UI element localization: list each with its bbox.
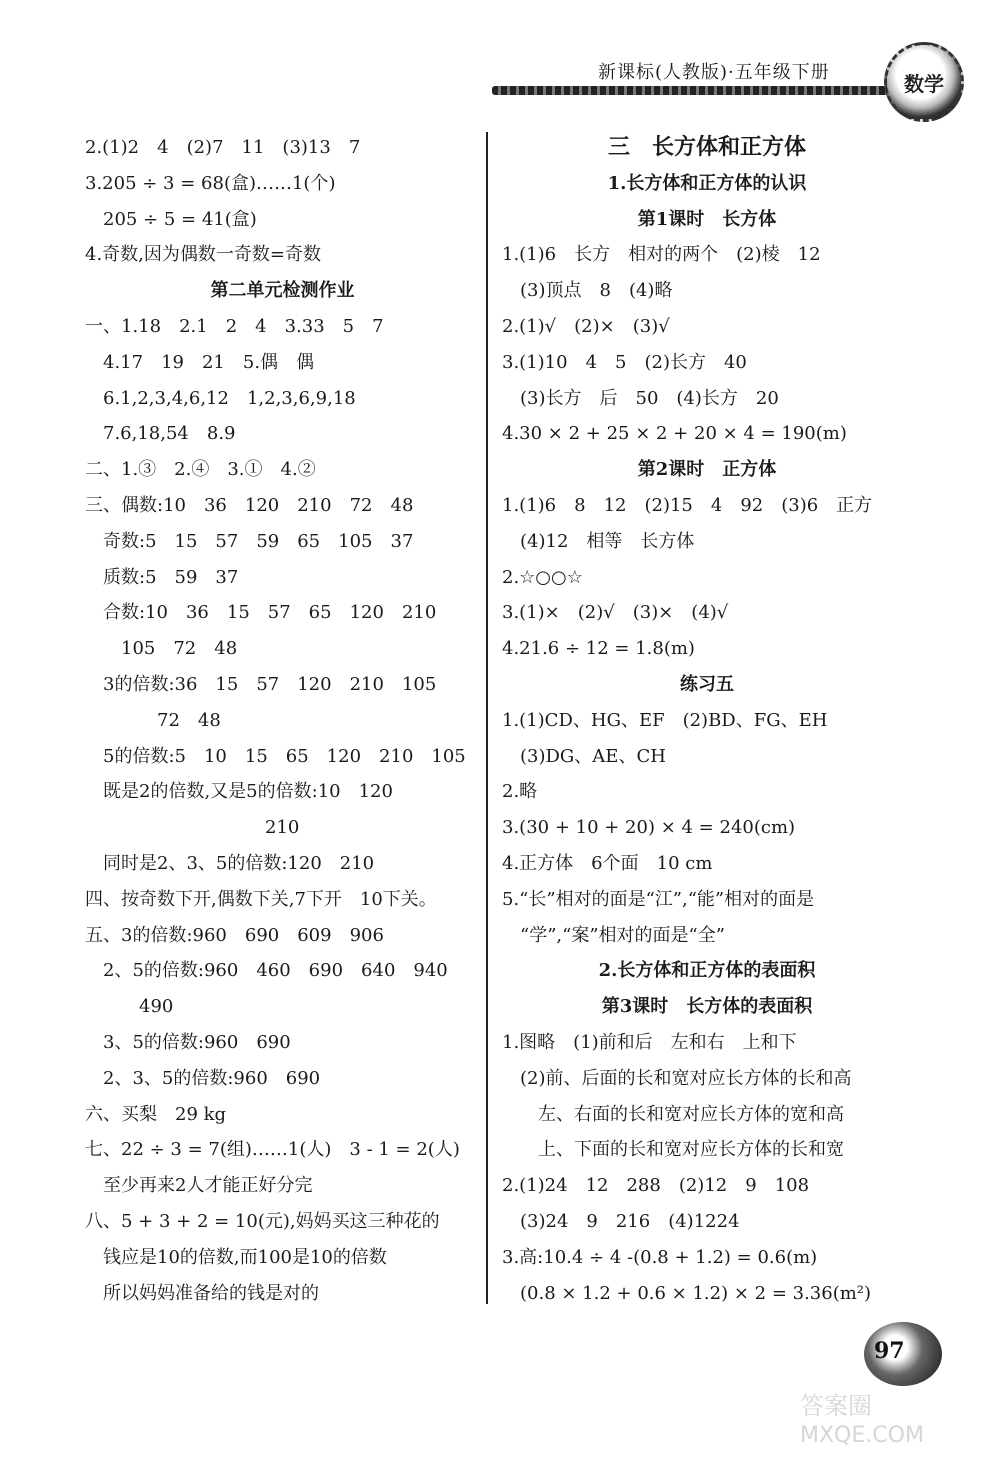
- answer-line: 一、1.18 2.1 2 4 3.33 5 7: [85, 315, 384, 337]
- chapter-title: 三 长方体和正方体: [607, 134, 806, 160]
- answer-line: 既是2的倍数,又是5的倍数:10 120: [85, 781, 393, 803]
- answer-line: 210: [85, 817, 300, 839]
- answer-line: 6.1,2,3,4,6,12 1,2,3,6,9,18: [85, 387, 356, 409]
- answer-line: (3)顶点 8 (4)略: [502, 280, 673, 302]
- answer-line: 4.30 × 2 + 25 × 2 + 20 × 4 = 190(m): [502, 423, 847, 445]
- answer-line: (3)长方 后 50 (4)长方 20: [502, 387, 779, 409]
- answer-line: 5.“长”相对的面是“江”,“能”相对的面是: [502, 888, 815, 910]
- answer-line: 质数:5 59 37: [85, 566, 239, 588]
- answer-line: (2)前、后面的长和宽对应长方体的长和高: [502, 1067, 852, 1089]
- page-number: 97: [874, 1338, 905, 1364]
- answer-line: 2.(1)√ (2)× (3)√: [502, 315, 670, 337]
- answer-line: 左、右面的长和宽对应长方体的宽和高: [502, 1103, 844, 1125]
- page-header-text: 新课标(人教版)·五年级下册: [598, 62, 830, 83]
- answer-line: 3.(1)× (2)√ (3)× (4)√: [502, 602, 729, 624]
- answer-line: 1.(1)CD、HG、EF (2)BD、FG、EH: [502, 709, 828, 731]
- answer-line: 2、5的倍数:960 460 690 640 940: [85, 960, 448, 982]
- answer-line: 1.图略 (1)前和后 左和右 上和下: [502, 1031, 797, 1053]
- answer-line: 至少再来2人才能正好分完: [85, 1175, 313, 1197]
- answer-line: (4)12 相等 长方体: [502, 530, 695, 552]
- answer-line: (0.8 × 1.2 + 0.6 × 1.2) × 2 = 3.36(m²): [502, 1282, 872, 1304]
- answer-line: 四、按奇数下开,偶数下关,7下开 10下关。: [85, 888, 437, 910]
- answer-line: “学”,“案”相对的面是“全”: [502, 924, 725, 946]
- answer-line: 3.205 ÷ 3 = 68(盒)……1(个): [85, 172, 336, 194]
- watermark-logo: [800, 1388, 980, 1448]
- lesson-heading: 第2课时 正方体: [637, 459, 777, 481]
- answer-line: 钱应是10的倍数,而100是10的倍数: [85, 1246, 387, 1268]
- exercise-heading: 练习五: [680, 673, 734, 695]
- answer-line: 105 72 48: [85, 638, 238, 660]
- subject-badge-label: 数学: [904, 71, 944, 96]
- answer-line: (3)DG、AE、CH: [502, 745, 666, 767]
- answer-line: 五、3的倍数:960 690 609 906: [85, 924, 384, 946]
- answer-line: 3.(1)10 4 5 (2)长方 40: [502, 351, 747, 373]
- answer-line: 1.(1)6 长方 相对的两个 (2)棱 12: [502, 244, 821, 266]
- answer-line: 八、5 + 3 + 2 = 10(元),妈妈买这三种花的: [85, 1210, 440, 1232]
- answer-line: 2.(1)24 12 288 (2)12 9 108: [502, 1175, 810, 1197]
- watermark-url: MXQE.COM: [800, 1423, 924, 1448]
- answer-line: 3.高:10.4 ÷ 4 -(0.8 + 1.2) = 0.6(m): [502, 1246, 818, 1268]
- answer-line: 5的倍数:5 10 15 65 120 210 105: [85, 745, 466, 767]
- section-heading: 1.长方体和正方体的认识: [607, 172, 807, 194]
- section-heading: 2.长方体和正方体的表面积: [598, 960, 816, 982]
- page-number-badge: [864, 1318, 944, 1390]
- answer-line: 7.6,18,54 8.9: [85, 423, 236, 445]
- answer-line: 三、偶数:10 36 120 210 72 48: [85, 494, 414, 516]
- answer-line: 2.略: [502, 781, 538, 803]
- answer-line: 所以妈妈准备给的钱是对的: [85, 1282, 319, 1304]
- lesson-heading: 第1课时 长方体: [637, 208, 777, 230]
- answer-line: 合数:10 36 15 57 65 120 210: [85, 602, 437, 624]
- answer-line: 2、3、5的倍数:960 690: [85, 1067, 321, 1089]
- answer-line: 3.(30 + 10 + 20) × 4 = 240(cm): [502, 817, 796, 839]
- right-column: [502, 130, 912, 1311]
- answer-line: 奇数:5 15 57 59 65 105 37: [85, 530, 414, 552]
- answer-line: 3、5的倍数:960 690: [85, 1031, 291, 1053]
- header-rule: [492, 86, 912, 95]
- answer-line: 4.正方体 6个面 10 cm: [502, 852, 713, 874]
- answer-line: 上、下面的长和宽对应长方体的长和宽: [502, 1139, 844, 1161]
- answer-line: 2.(1)2 4 (2)7 11 (3)13 7: [85, 137, 361, 158]
- answer-line: 二、1.③ 2.④ 3.① 4.②: [85, 459, 316, 481]
- answer-line: 4.17 19 21 5.偶 偶: [85, 351, 315, 373]
- left-column: [85, 130, 480, 1311]
- answer-line: (3)24 9 216 (4)1224: [502, 1210, 740, 1232]
- answer-line: 205 ÷ 5 = 41(盒): [85, 208, 257, 230]
- answer-line: 490: [85, 996, 174, 1018]
- answer-line: 4.21.6 ÷ 12 = 1.8(m): [502, 638, 695, 660]
- answer-line: 4.奇数,因为偶数一奇数=奇数: [85, 244, 321, 266]
- section-heading: 第二单元检测作业: [210, 280, 355, 302]
- answer-line: 七、22 ÷ 3 = 7(组)……1(人) 3 - 1 = 2(人): [85, 1139, 460, 1161]
- subject-badge: [884, 42, 964, 122]
- answer-line: 同时是2、3、5的倍数:120 210: [85, 852, 375, 874]
- answer-line: 72 48: [85, 709, 221, 731]
- answer-line: 3的倍数:36 15 57 120 210 105: [85, 673, 437, 695]
- answer-line: 六、买梨 29 kg: [85, 1103, 227, 1125]
- column-divider: [486, 132, 488, 1304]
- watermark-text: 答案圈: [800, 1392, 872, 1420]
- answer-line: 1.(1)6 8 12 (2)15 4 92 (3)6 正方: [502, 494, 873, 516]
- lesson-heading: 第3课时 长方体的表面积: [601, 996, 813, 1018]
- answer-line: 2.☆○○☆: [502, 566, 583, 588]
